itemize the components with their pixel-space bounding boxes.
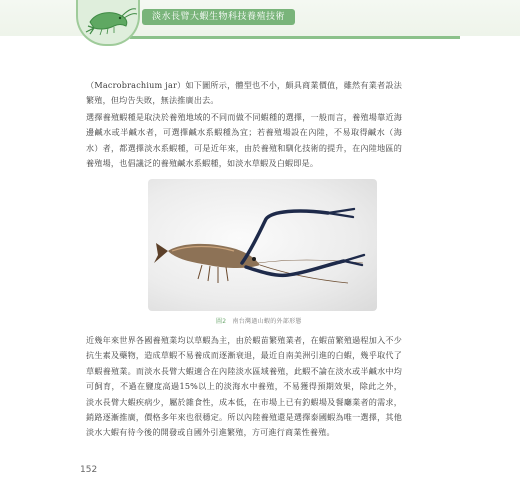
paragraph-3: 近幾年來世界各國養殖業均以草蝦為主，由於蝦苗繁殖業者，在蝦苗繁殖過程加入不少抗生素及藥物，造成草蝦不易養成而逐漸衰退，最近自南美洲引進的白蝦，幾乎取代了草蝦養殖業。而淡水長臂大蝦適合在內陸淡水區域養殖，此蝦不論在淡水或半鹹水中均可飼育，不過在鹽度高過15%以上的淡海水中養殖，不易獲得預期效果，除此之外，淡水長臂大蝦疾病少，屬於雜食性，成本低，在市場上已有釣蝦場及餐廳業者的需求，銷路逐漸推廣，價格多年來也很穩定。所以內陸養殖還是選擇泰國蝦為唯一選擇，其他淡水大蝦有待今後的開發或自國外引進繁殖，方可進行商業性養殖。 — [86, 335, 402, 438]
header-title: 淡水長臂大蝦生物科技養殖技術 — [142, 9, 295, 25]
paragraph-2: 選擇養殖蝦種是取決於養殖地域的不同而做不同蝦種的選擇，一般而言，養殖場靠近海邊鹹水或半鹹水者，可選擇鹹水系蝦種為宜；若養殖場設在內陸，不易取得鹹水（海水）者，都選擇淡水系蝦種，可是近年來，由於養殖和馴化技術的提升，在內陸地區的養殖場，也倡議泛的養殖鹹水系蝦種，如淡水草蝦及白蝦即是。 — [86, 112, 402, 169]
header-rule — [130, 36, 460, 39]
page-number: 152 — [80, 465, 98, 475]
figure-caption — [216, 316, 302, 325]
figure-label: 圖2 — [216, 318, 227, 325]
paragraph-1: （Macrobrachium jar）如下圖所示，體型也不小，頗具商業價值，雖然有業者設法繁殖，但均告失敗，無法推廣出去。 — [86, 80, 402, 106]
shrimp-photo — [148, 179, 377, 311]
shrimp-icon — [76, 0, 140, 46]
figure-caption-text: 南台灣過山蝦的外部形態 — [232, 318, 302, 325]
